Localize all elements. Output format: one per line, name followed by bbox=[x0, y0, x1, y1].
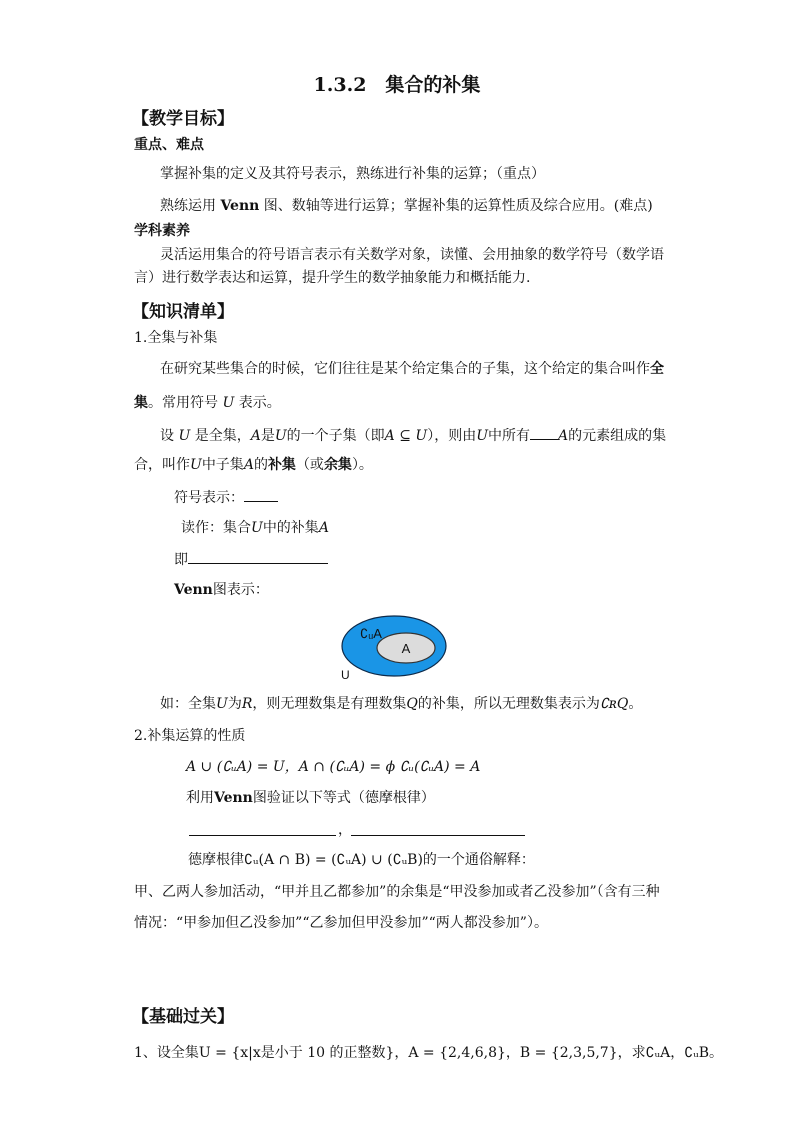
goal-2-venn: Venn bbox=[220, 198, 260, 214]
comp-symbol-u3: U bbox=[476, 428, 489, 444]
complement-line-2 bbox=[134, 455, 373, 475]
universe-line-1 bbox=[160, 359, 664, 379]
example-symbol-r: R bbox=[241, 696, 253, 712]
comp-text-f: 中所有 bbox=[488, 428, 531, 444]
comp2-symbol-u: U bbox=[190, 457, 202, 473]
comp2-symbol-a: A bbox=[243, 457, 254, 473]
example-text-c: ，则无理数集是有理数集 bbox=[252, 696, 407, 712]
explain-line-1: 甲、乙两人参加活动，“甲并且乙都参加”的余集是“甲没参加或者乙没参加”（含有三种 bbox=[134, 884, 660, 900]
comp-symbol-u2: U bbox=[274, 428, 287, 444]
universe-bold-1: 全 bbox=[650, 361, 664, 377]
symbol-line bbox=[174, 487, 278, 508]
properties-line: A ∪ (∁ᵤA) = U，A ∩ (∁ᵤA) = ϕ ∁ᵤ(∁ᵤA) = A bbox=[186, 759, 481, 775]
universe-text-3: 表示。 bbox=[234, 395, 281, 411]
universe-bold-2: 集 bbox=[134, 395, 148, 411]
example-text-e: 。 bbox=[628, 696, 643, 712]
ji-label: 即 bbox=[174, 552, 188, 568]
read-symbol-a: A bbox=[318, 520, 329, 536]
section-basic-exercises: 【基础过关】 bbox=[132, 1007, 234, 1027]
comp-subset: A ⊆ U bbox=[384, 428, 428, 444]
goal-2-text-a: 熟练运用 bbox=[160, 198, 216, 214]
comp2-text-c: 的 bbox=[253, 457, 268, 473]
venn-diagram bbox=[330, 612, 460, 682]
comp-symbol-u: U bbox=[178, 428, 191, 444]
page-title: 1.3.2 集合的补集 bbox=[313, 74, 481, 96]
venn-universe-label: U bbox=[341, 668, 350, 682]
comp2-text-a: 合，叫作 bbox=[134, 457, 190, 473]
read-symbol-u: U bbox=[251, 520, 263, 536]
example-line bbox=[160, 694, 642, 714]
example-text-a: 如：全集 bbox=[160, 696, 216, 712]
comp2-bold-remainder: 余集 bbox=[323, 457, 352, 473]
example-text-d: 的补集，所以无理数集表示为 bbox=[417, 696, 600, 712]
venn-complement-label: ∁ᵤA bbox=[360, 626, 382, 641]
comp-text-c: 是 bbox=[260, 428, 275, 444]
exercise-1: 1、设全集U = {x|x是小于 10 的正整数}，A = {2,4,6,8}，B = {2,3,5,7}，求∁ᵤA，∁ᵤB。 bbox=[134, 1045, 724, 1061]
literacy-line-2: 言）进行数学表达和运算，提升学生的数学抽象能力和概括能力. bbox=[134, 270, 531, 286]
focus-heading: 重点、难点 bbox=[134, 137, 204, 153]
symbol-label: 符号表示： bbox=[174, 490, 244, 506]
literacy-line-1: 灵活运用集合的符号语言表示有关数学对象，读懂、会用抽象的数学符号（数学语 bbox=[160, 247, 664, 263]
ji-line bbox=[174, 549, 328, 570]
goal-2 bbox=[160, 196, 653, 216]
explain-line-2: 情况：“甲参加但乙没参加”“乙参加但甲没参加”“两人都没参加”）。 bbox=[134, 915, 548, 931]
section-knowledge-list: 【知识清单】 bbox=[132, 302, 234, 322]
venn-subset-label: A bbox=[401, 641, 411, 656]
answer-blank-1[interactable] bbox=[189, 835, 336, 836]
comp-text-d: 的一个子集（即 bbox=[286, 428, 385, 444]
comp-text-b: 是全集， bbox=[190, 428, 251, 444]
comp-text-e: ），则由 bbox=[427, 428, 477, 444]
prove-text-c: 图验证以下等式（德摩根律） bbox=[252, 790, 435, 806]
comp2-text-g: ）。 bbox=[351, 457, 373, 473]
universe-text: 在研究某些集合的时候，它们往往是某个给定集合的子集，这个给定的集合叫作 bbox=[160, 361, 650, 377]
comp-symbol-a: A bbox=[250, 428, 261, 444]
answer-blank-2[interactable] bbox=[351, 835, 525, 836]
comp2-text-b: 中子集 bbox=[201, 457, 244, 473]
venn-label: Venn bbox=[174, 582, 213, 598]
read-text: 中的补集 bbox=[262, 520, 319, 536]
universe-line-2 bbox=[134, 393, 281, 413]
read-line bbox=[181, 518, 329, 538]
comp-blank[interactable] bbox=[530, 425, 558, 440]
goal-2-text-b: 图、数轴等进行运算；掌握补集的运算性质及综合应用。(难点) bbox=[263, 198, 653, 214]
universe-symbol: U bbox=[222, 395, 235, 411]
read-label: 读作：集合 bbox=[181, 520, 251, 536]
comp2-bold-complement: 补集 bbox=[267, 457, 296, 473]
goal-1: 掌握补集的定义及其符号表示，熟练进行补集的运算；（重点） bbox=[160, 166, 545, 182]
comp-symbol-a2: A bbox=[558, 428, 569, 444]
example-symbol-q: Q bbox=[406, 696, 418, 712]
ji-blank[interactable] bbox=[188, 549, 328, 564]
comp-text-g: 的元素组成的集 bbox=[568, 428, 667, 444]
comp-text-a: 设 bbox=[160, 428, 179, 444]
comp2-text-e: （或 bbox=[295, 457, 324, 473]
example-complement: ∁ʀQ bbox=[599, 696, 629, 712]
item-1-heading: 1.全集与补集 bbox=[134, 330, 218, 346]
section-teaching-goals: 【教学目标】 bbox=[132, 109, 234, 129]
literacy-heading: 学科素养 bbox=[134, 223, 190, 239]
symbol-blank[interactable] bbox=[244, 487, 278, 502]
prove-text-a: 利用 bbox=[186, 790, 214, 806]
complement-line-1 bbox=[160, 425, 666, 446]
example-symbol-u: U bbox=[216, 696, 228, 712]
universe-text-2: 。常用符号 bbox=[148, 395, 223, 411]
answer-comma: ， bbox=[338, 822, 352, 838]
demorgan-line: 德摩根律∁ᵤ(A ∩ B) = (∁ᵤA) ∪ (∁ᵤB)的一个通俗解释： bbox=[188, 852, 535, 868]
venn-line bbox=[174, 580, 269, 600]
venn-suffix: 图表示： bbox=[212, 582, 269, 598]
prove-venn: Venn bbox=[214, 790, 253, 806]
example-text-b: 为 bbox=[227, 696, 242, 712]
item-2-heading: 2.补集运算的性质 bbox=[134, 728, 246, 744]
prove-line bbox=[186, 788, 435, 808]
